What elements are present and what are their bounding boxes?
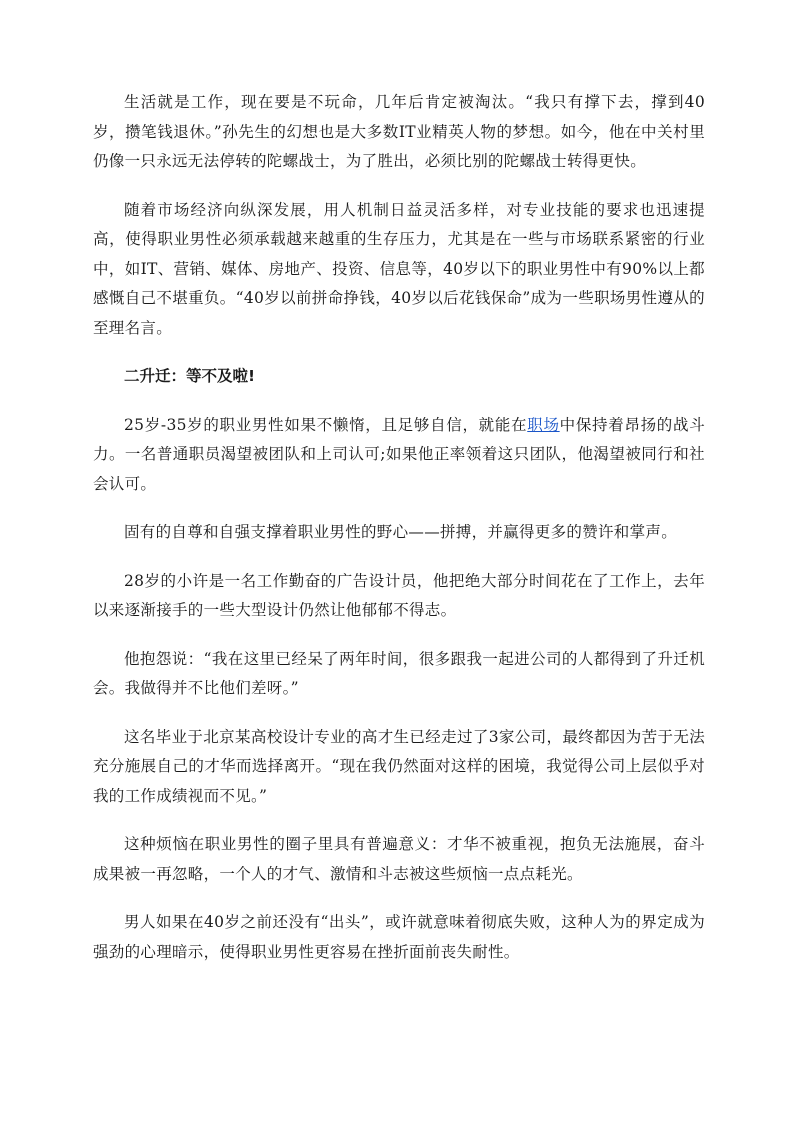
- paragraph-graduate: 这名毕业于北京某高校设计专业的高才生已经走过了3家公司，最终都因为苦于无法充分施展自己的才华而选择离开。“现在我仍然面对这样的困境，我觉得公司上层似乎对我的工作成绩视而不见。”: [93, 727, 705, 805]
- workplace-link[interactable]: 职场: [527, 415, 560, 434]
- paragraph-market-pressure: 随着市场经济向纵深发展，用人机制日益灵活多样，对专业技能的要求也迅速提高，使得职业男性必须承载越来越重的生存压力，尤其是在一些与市场联系紧密的行业中，如IT、营销、媒体、房地产、投资、信息等，40岁以下的职业男性中有90%以上都感慨自己不堪重负。“40岁以前拼命挣钱，40岁以后花钱保命”成为一些职场男性遵从的至理名言。: [93, 200, 705, 337]
- paragraph-xiao-xu: 28岁的小许是一名工作勤奋的广告设计员，他把绝大部分时间花在了工作上，去年以来逐渐接手的一些大型设计仍然让他郁郁不得志。: [93, 571, 705, 619]
- paragraph-common-worry: 这种烦恼在职业男性的圈子里具有普遍意义：才华不被重视，抱负无法施展，奋斗成果被一再忽略，一个人的才气、激情和斗志被这些烦恼一点点耗光。: [93, 835, 705, 883]
- paragraph-ambition-text-end: 中保持着昂扬的战斗力。一名普通职员渴望被团队和上司认可;如果他正率领着这只团队，他渴望被同行和社会认可。: [93, 415, 705, 493]
- paragraph-forty-threshold: 男人如果在40岁之前还没有“出头”，或许就意味着彻底失败，这种人为的界定成为强劲的心理暗示，使得职业男性更容易在挫折面前丧失耐性。: [93, 913, 705, 961]
- paragraph-work-life: 生活就是工作，现在要是不玩命，几年后肯定被淘汰。“我只有撑下去，撑到40岁，攒笔钱退休。”孙先生的幻想也是大多数IT业精英人物的梦想。如今，他在中关村里仍像一只永远无法停转的陀螺战士，为了胜出，必须比别的陀螺战士转得更快。: [93, 93, 705, 170]
- paragraph-self-esteem: 固有的自尊和自强支撑着职业男性的野心——拼搏，并赢得更多的赞许和掌声。: [124, 523, 678, 541]
- paragraph-ambition: [93, 411, 705, 500]
- document-page: [93, 88, 705, 986]
- paragraph-complaint: 他抱怨说：“我在这里已经呆了两年时间，很多跟我一起进公司的人都得到了升迁机会。我做得并不比他们差呀。”: [93, 649, 705, 697]
- paragraph-ambition-text-start: 25岁-35岁的职业男性如果不懒惰，且足够自信，就能在: [124, 415, 528, 434]
- section-heading-promotion: 二升迁：等不及啦!: [124, 367, 256, 385]
